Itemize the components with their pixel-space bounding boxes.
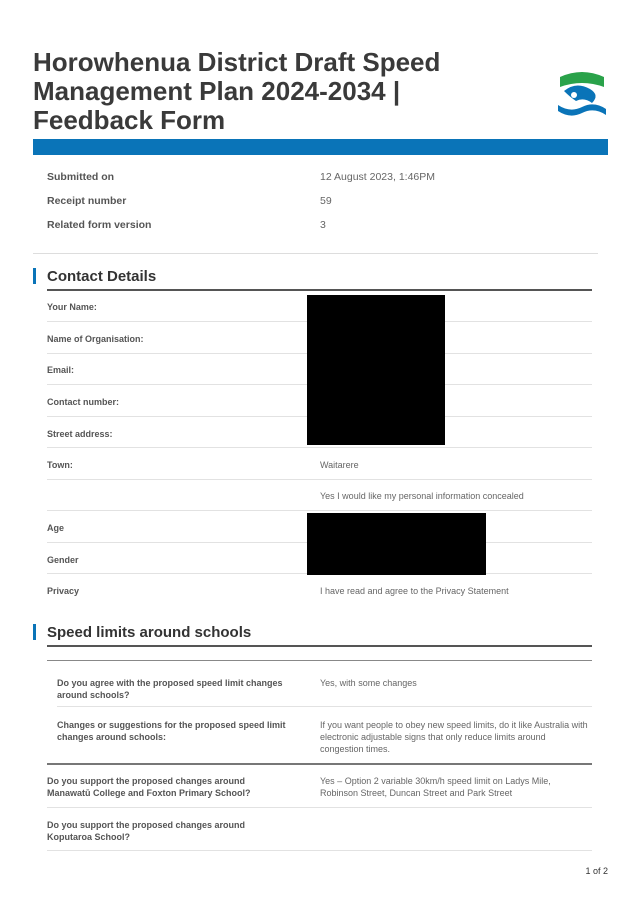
form-row: [47, 448, 592, 480]
field-value: I have read and agree to the Privacy Statement: [320, 586, 509, 596]
form-row: [47, 707, 592, 765]
meta-row: [47, 171, 595, 195]
divider: [33, 253, 598, 254]
meta-value: 3: [320, 219, 326, 231]
field-label: Privacy: [47, 586, 80, 596]
answer-value: If you want people to obey new speed limits, do it like Australia with electronic adjustable signs that only reduce limits around congestion times.: [320, 720, 588, 754]
council-logo: [556, 67, 608, 119]
meta-row: [47, 219, 595, 243]
submission-meta: [47, 171, 595, 243]
field-label: Gender: [47, 555, 79, 565]
field-label: Contact number:: [47, 397, 119, 407]
divider: [47, 645, 592, 647]
answer-value: Yes – Option 2 variable 30km/h speed limit on Ladys Mile, Robinson Street, Duncan Street and Park Street: [320, 776, 551, 798]
section-heading-contact: Contact Details: [47, 268, 157, 285]
field-label: Your Name:: [47, 302, 97, 312]
field-label: Name of Organisation:: [47, 334, 144, 344]
form-row: [47, 480, 592, 511]
form-row: [47, 765, 592, 808]
section-marker: [33, 624, 36, 640]
header-band: [33, 139, 608, 155]
field-label: Age: [47, 523, 65, 533]
meta-row: [47, 195, 595, 219]
meta-label: Submitted on: [47, 171, 115, 183]
meta-value: 59: [320, 195, 332, 207]
field-label: Email:: [47, 365, 75, 375]
form-row: [47, 808, 592, 851]
section-heading-schools: Speed limits around schools: [47, 624, 252, 641]
meta-label: Related form version: [47, 219, 152, 231]
field-label: Town:: [47, 460, 73, 470]
field-value: Yes I would like my personal information concealed: [320, 491, 524, 501]
form-row: [47, 574, 592, 606]
question-label: Do you agree with the proposed speed limit changes around schools?: [57, 678, 283, 700]
question-label: Changes or suggestions for the proposed speed limit changes around schools:: [57, 720, 286, 742]
section-marker: [33, 268, 36, 284]
meta-label: Receipt number: [47, 195, 127, 207]
schools-questions: [47, 661, 592, 851]
page-title: Horowhenua District Draft Speed Management Plan 2024-2034 | Feedback Form: [33, 47, 441, 135]
meta-value: 12 August 2023, 1:46PM: [320, 171, 436, 183]
question-label: Do you support the proposed changes around Koputaroa School?: [47, 820, 246, 842]
form-row: [57, 661, 592, 707]
page-number: 1 of 2: [585, 866, 608, 876]
question-label: Do you support the proposed changes around Manawatū College and Foxton Primary School?: [47, 776, 251, 798]
redaction-block: [307, 513, 486, 575]
field-value: Waitarere: [320, 460, 359, 470]
answer-value: Yes, with some changes: [320, 678, 417, 688]
redaction-block: [307, 295, 445, 445]
field-label: Street address:: [47, 429, 113, 439]
